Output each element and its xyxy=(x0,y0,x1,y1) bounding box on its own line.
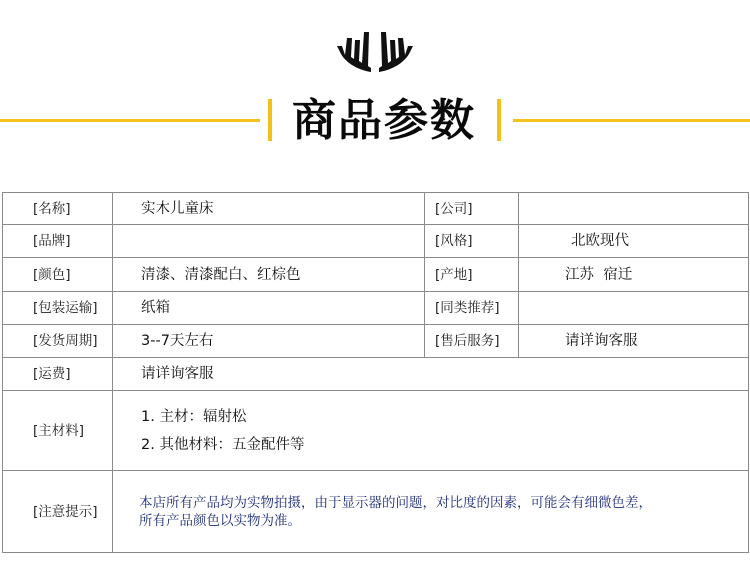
brand-label: [品牌] xyxy=(3,225,113,258)
color-value: 清漆、清漆配白、红棕色 xyxy=(113,258,425,292)
delivery-label: [发货周期] xyxy=(3,325,113,358)
header-left-bar xyxy=(268,99,272,141)
table-row xyxy=(3,358,749,391)
name-label: [名称] xyxy=(3,193,113,225)
similar-value xyxy=(519,292,749,325)
table-row xyxy=(3,193,749,225)
name-value: 实木儿童床 xyxy=(113,193,425,225)
packaging-label: [包装运输] xyxy=(3,292,113,325)
delivery-value: 3--7天左右 xyxy=(113,325,425,358)
table-row xyxy=(3,471,749,553)
table-row xyxy=(3,225,749,258)
shipping-label: [运费] xyxy=(3,358,113,391)
material-line-1: 1. 主材：辐射松 xyxy=(141,408,247,425)
aftersales-value: 请详询客服 xyxy=(519,325,749,358)
params-table xyxy=(2,192,749,553)
company-value xyxy=(519,193,749,225)
notice-label: [注意提示] xyxy=(3,471,113,553)
style-value: 北欧现代 xyxy=(519,225,749,258)
table-row xyxy=(3,258,749,292)
header-right-line xyxy=(513,119,750,122)
packaging-value: 纸箱 xyxy=(113,292,425,325)
shipping-value: 请详询客服 xyxy=(113,358,749,391)
notice-text xyxy=(113,471,749,553)
material-value xyxy=(113,391,749,471)
origin-value: 江苏 宿迁 xyxy=(519,258,749,292)
page-title: 商品参数 xyxy=(292,95,476,146)
notice-line-1: 本店所有产品均为实物拍摄，由于显示器的问题，对比度的因素，可能会有细微色差， xyxy=(139,494,652,511)
style-label: [风格] xyxy=(425,225,519,258)
aftersales-label: [售后服务] xyxy=(425,325,519,358)
table-row xyxy=(3,292,749,325)
material-label: [主材料] xyxy=(3,391,113,471)
header-left-line xyxy=(0,119,260,122)
table-row xyxy=(3,391,749,471)
company-label: [公司] xyxy=(425,193,519,225)
similar-label: [同类推荐] xyxy=(425,292,519,325)
table-row xyxy=(3,325,749,358)
material-line-2: 2. 其他材料：五金配件等 xyxy=(141,436,305,453)
notice-line-2: 所有产品颜色以实物为准。 xyxy=(139,512,301,529)
antler-icon xyxy=(333,28,417,86)
color-label: [颜色] xyxy=(3,258,113,292)
brand-value xyxy=(113,225,425,258)
header-right-bar xyxy=(497,99,501,141)
origin-label: [产地] xyxy=(425,258,519,292)
